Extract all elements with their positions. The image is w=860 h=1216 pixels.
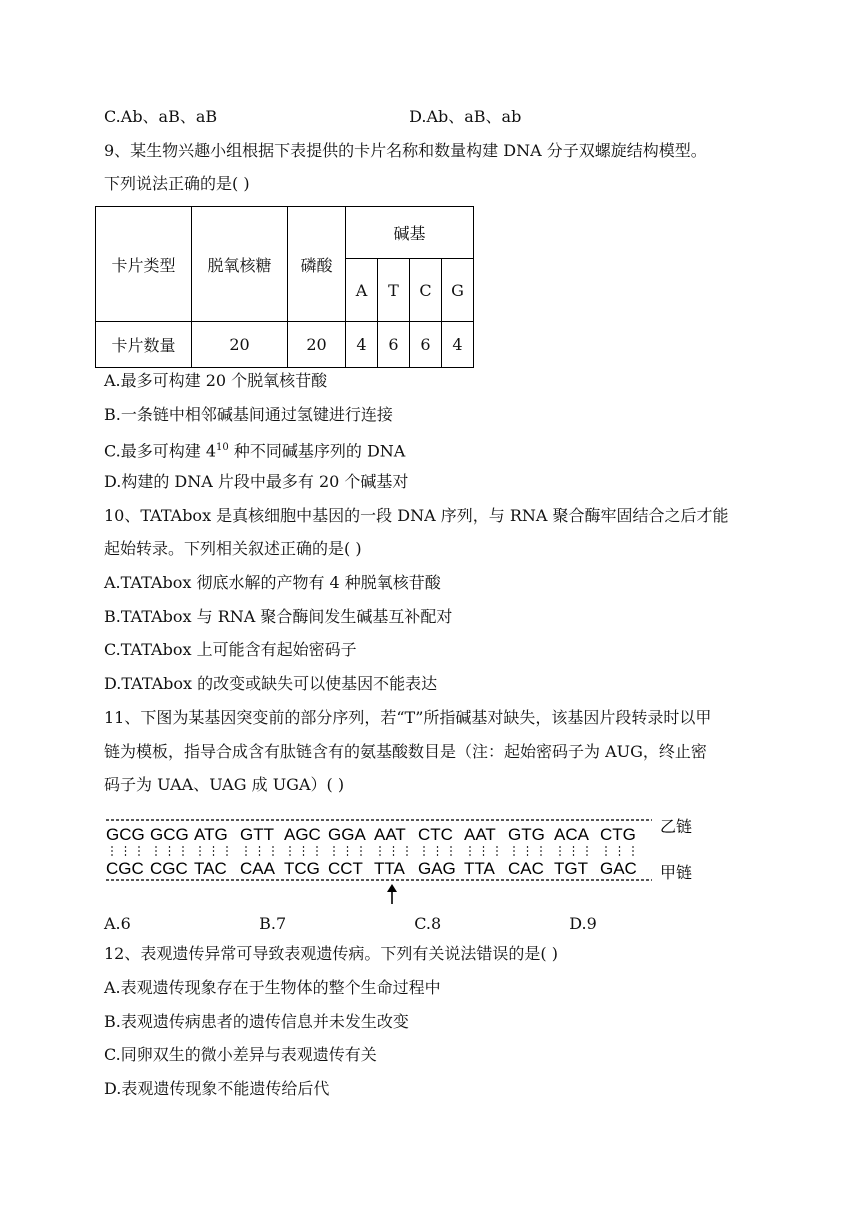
header-base-t: T <box>378 259 410 322</box>
bottom-codon: CCT <box>328 859 363 878</box>
top-codon: CTG <box>600 825 636 844</box>
q9-option-d: D.构建的 DNA 片段中最多有 20 个碱基对 <box>104 472 409 491</box>
cell-c-count: 6 <box>410 322 442 368</box>
q12-option-d: D.表观遗传现象不能遗传给后代 <box>104 1079 330 1098</box>
bottom-codon: CGC <box>106 859 144 878</box>
top-codon: AGC <box>284 825 321 844</box>
q9-option-c-pre: C.最多可构建 4 <box>104 441 217 461</box>
cell-a-count: 4 <box>346 322 378 368</box>
base-pair-bonds <box>112 846 633 856</box>
header-deoxyribose: 脱氧核糖 <box>192 207 288 322</box>
q11-stem-line1: 11、下图为某基因突变前的部分序列，若“T”所指碱基对缺失，该基因片段转录时以甲 <box>104 708 712 727</box>
bottom-codon: TAC <box>194 859 227 878</box>
top-codon: GTG <box>508 825 545 844</box>
top-codon: GGA <box>328 825 366 844</box>
top-codon: AAT <box>374 825 406 844</box>
q8-option-d: D.Ab、aB、ab <box>409 107 522 126</box>
row-label-count: 卡片数量 <box>96 322 192 368</box>
top-strand-codons <box>106 825 636 844</box>
q9-option-b: B.一条链中相邻碱基间通过氢键进行连接 <box>104 405 393 424</box>
q9-option-a: A.最多可构建 20 个脱氧核苷酸 <box>104 371 328 390</box>
q12-option-b: B.表观遗传病患者的遗传信息并未发生改变 <box>104 1012 409 1031</box>
q10-option-b: B.TATAbox 与 RNA 聚合酶间发生碱基互补配对 <box>104 607 453 626</box>
label-yi-strand: 乙链 <box>660 819 693 836</box>
cell-t-count: 6 <box>378 322 410 368</box>
q8-options-row <box>104 106 521 128</box>
q11-option-d: D.9 <box>569 914 597 933</box>
top-codon: ATG <box>194 825 228 844</box>
q9-stem-line1: 9、某生物兴趣小组根据下表提供的卡片名称和数量构建 DNA 分子双螺旋结构模型。 <box>104 141 707 160</box>
q11-options-row <box>104 913 597 935</box>
q10-option-d: D.TATAbox 的改变或缺失可以使基因不能表达 <box>104 674 438 693</box>
top-codon: AAT <box>464 825 496 844</box>
q9-option-c-exponent: 10 <box>216 442 229 453</box>
q11-option-c: C.8 <box>414 914 442 933</box>
q10-option-c: C.TATAbox 上可能含有起始密码子 <box>104 640 357 659</box>
bottom-codon: CAC <box>508 859 544 878</box>
q9-stem-line2: 下列说法正确的是( ) <box>104 174 250 193</box>
q12-option-c: C.同卵双生的微小差异与表观遗传有关 <box>104 1045 377 1064</box>
bottom-codon: GAG <box>418 859 456 878</box>
dna-sequence-figure <box>100 810 710 906</box>
q11-option-a: A.6 <box>104 914 131 933</box>
q10-stem-line2: 起始转录。下列相关叙述正确的是( ) <box>104 539 362 558</box>
q9-option-c <box>104 437 405 462</box>
bottom-codon: CAA <box>240 859 275 878</box>
q8-option-c: C.Ab、aB、aB <box>104 107 218 126</box>
cell-phosphate-count: 20 <box>288 322 346 368</box>
bottom-codon: CGC <box>150 859 188 878</box>
bottom-codon: TCG <box>284 859 320 878</box>
q11-stem-line2: 链为模板，指导合成含有肽链含有的氨基酸数目是（注：起始密码子为 AUG，终止密 <box>104 742 707 761</box>
q10-stem-line1: 10、TATAbox 是真核细胞中基因的一段 DNA 序列，与 RNA 聚合酶牢固结合之后才能 <box>104 506 729 525</box>
q12-stem: 12、表观遗传异常可导致表观遗传病。下列有关说法错误的是( ) <box>104 944 558 963</box>
header-card-type: 卡片类型 <box>96 207 192 322</box>
top-codon: GCG <box>150 825 189 844</box>
q11-stem-line3: 码子为 UAA、UAG 成 UGA）( ) <box>104 775 345 794</box>
bottom-codon: TTA <box>464 859 495 878</box>
top-codon: ACA <box>554 825 589 844</box>
header-phosphate: 磷酸 <box>288 207 346 322</box>
q10-option-a: A.TATAbox 彻底水解的产物有 4 种脱氧核苷酸 <box>104 573 441 592</box>
q12-option-a: A.表观遗传现象存在于生物体的整个生命过程中 <box>104 978 441 997</box>
header-base-a: A <box>346 259 378 322</box>
header-base-g: G <box>442 259 474 322</box>
bottom-strand-codons <box>106 859 637 878</box>
top-codon: GTT <box>240 825 274 844</box>
top-codon: CTC <box>418 825 453 844</box>
card-table <box>95 206 474 368</box>
bottom-codon: TTA <box>374 859 405 878</box>
cell-sugar-count: 20 <box>192 322 288 368</box>
header-bases: 碱基 <box>346 207 474 259</box>
bottom-codon: TGT <box>554 859 588 878</box>
q9-option-c-post: 种不同碱基序列的 DNA <box>228 441 406 461</box>
label-jia-strand: 甲链 <box>660 865 693 882</box>
bottom-codon: GAC <box>600 859 637 878</box>
q11-option-b: B.7 <box>259 914 287 933</box>
cell-g-count: 4 <box>442 322 474 368</box>
deletion-arrow <box>387 884 397 904</box>
top-codon: GCG <box>106 825 145 844</box>
header-base-c: C <box>410 259 442 322</box>
